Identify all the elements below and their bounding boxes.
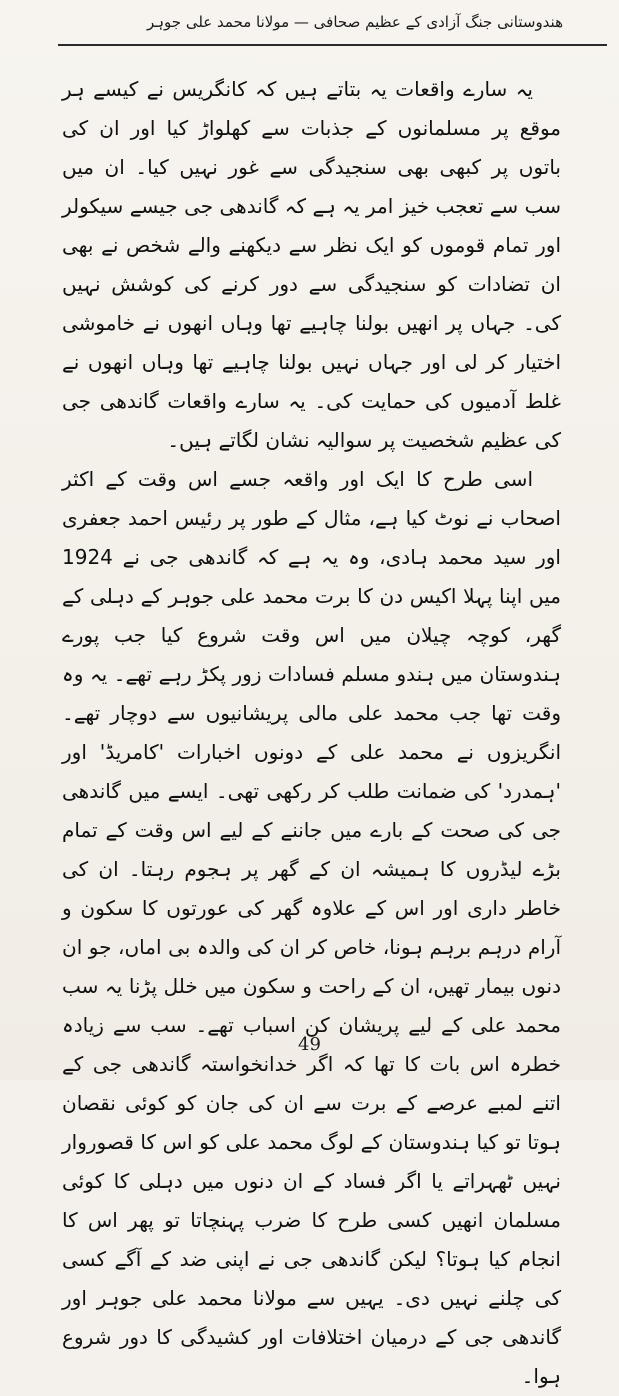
page-number: 49 bbox=[298, 1034, 321, 1055]
paragraph-1: یہ سارے واقعات یہ بتاتے ہیں کہ کانگریس نے کیسے ہر موقع پر مسلمانوں کے جذبات سے کھلواڑ کیا اور ان کی باتوں پر کبھی بھی سنجیدگی سے غور نہیں کیا۔ ان میں سب سے تعجب خیز امر یہ ہے کہ گاندھی جی جیسے سیکولر اور تمام قوموں کو ایک نظر سے دیکھنے والے شخص نے بھی ان تضادات کو سنجیدگی سے دور کرنے کی کوشش نہیں کی۔ جہاں پر انھیں بولنا چاہیے تھا وہاں انھوں نے خاموشی اختیار کر لی اور جہاں نہیں بولنا چاہیے تھا وہاں انھوں نے غلط آدمیوں کی حمایت کی۔ یہ سارے واقعات گاندھی جی کی عظیم شخصیت پر سوالیہ نشان لگاتے ہیں۔ bbox=[62, 77, 561, 452]
paragraph-2: اسی طرح کا ایک اور واقعہ جسے اس وقت کے اکثر اصحاب نے نوٹ کیا ہے، مثال کے طور پر رئیس احمد جعفری اور سید محمد ہادی، وہ یہ ہے کہ گاندھی جی نے 1924 میں اپنا پہلا اکیس دن کا برت محمد علی جوہر کے دہلی کے گھر، کوچہ چیلان میں اس وقت شروع کیا جب پورے ہندوستان میں ہندو مسلم فسادات زور پکڑ رہے تھے۔ یہ وہ وقت تھا جب محمد علی مالی پریشانیوں سے دوچار تھے۔ انگریزوں نے محمد علی کے دونوں اخبارات 'کامریڈ' اور 'ہمدرد' کی ضمانت طلب کر رکھی تھی۔ ایسے میں گاندھی جی کی صحت کے بارے میں جاننے کے لیے اس وقت کے تمام بڑے لیڈروں کا ہمیشہ ان کے گھر پر ہجوم رہتا۔ ان کی خاطر داری اور اس کے علاوہ گھر کی عورتوں کا سکون و آرام درہم برہم ہونا، خاص کر ان کی والدہ بی اماں، جو ان دنوں بیمار تھیں، ان کے راحت و سکون میں خلل پڑنا یہ سب محمد علی کے لیے پریشان کن اسباب تھے۔ سب سے زیادہ خطرہ اس بات کا تھا کہ اگر خدانخواستہ گاندھی جی کے اتنے لمبے عرصے کے برت سے ان کی جان کو کوئی نقصان ہوتا تو کیا ہندوستان کے لوگ محمد علی کو اس کا قصوروار نہیں ٹھہراتے یا اگر فساد کے ان دنوں میں دہلی کا کوئی مسلمان انھیں کسی طرح کا ضرب پہنچاتا تو پھر اس کا انجام کیا ہوتا؟ لیکن گاندھی جی نے اپنی ضد کے آگے کسی کی چلنے نہیں دی۔ یہیں سے مولانا محمد علی جوہر اور گاندھی جی کے درمیان اختلافات اور کشیدگی کا دور شروع ہوا۔ bbox=[62, 467, 561, 1388]
header-divider bbox=[58, 44, 607, 46]
main-text-block bbox=[62, 70, 561, 1396]
running-header: هندوستانی جنگ آزادی کے عظیم صحافی — مولانا محمد علی جوہر bbox=[146, 13, 563, 31]
